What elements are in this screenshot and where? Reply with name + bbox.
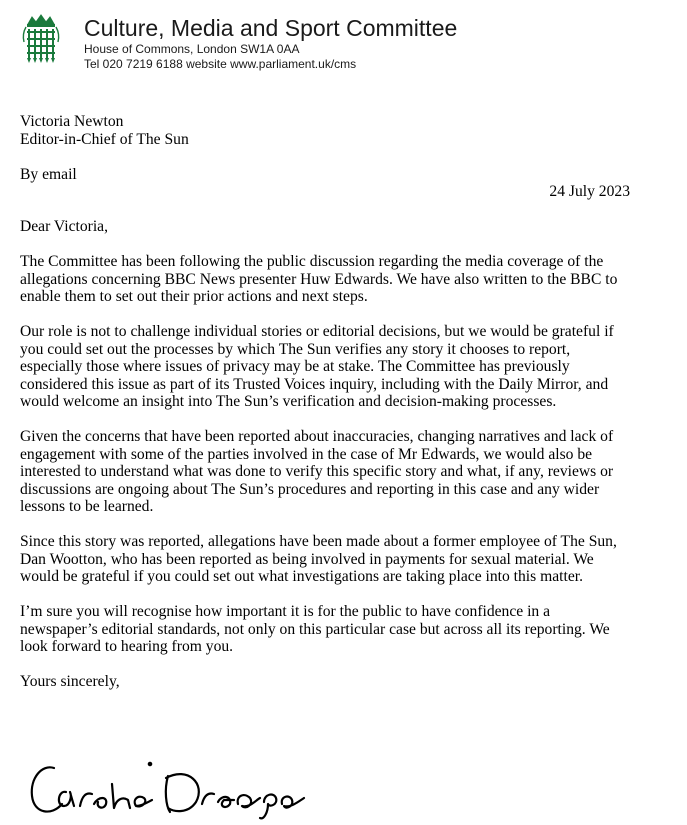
recipient-title: Editor-in-Chief of The Sun <box>20 130 189 148</box>
body-paragraph: Our role is not to challenge individual stories or editorial decisions, but we would be grateful if you could set out the processes by which The Sun verifies any story it chooses to report, especially those where issues of privacy may be at stake. The Committee has previously considered this issue as part of its Trusted Voices inquiry, including with the Daily Mirror, and would welcome an insight into The Sun’s verification and decision-making processes. <box>20 323 614 410</box>
committee-address: House of Commons, London SW1A 0AA <box>84 42 300 56</box>
letter-date: 24 July 2023 <box>549 183 630 200</box>
body-paragraph: Since this story was reported, allegations have been made about a former employee of The Sun, Dan Wootton, who has been reported as being involved in payments for sexual material. We would be grateful if you could set out what investigations are taking place into this matter. <box>20 533 617 585</box>
closing: Yours sincerely, <box>20 673 120 690</box>
recipient-name: Victoria Newton <box>20 113 124 130</box>
portcullis-logo-icon <box>20 14 62 64</box>
delivery-method: By email <box>20 165 77 183</box>
body-paragraph: Given the concerns that have been reported about inaccuracies, changing narratives and lack of engagement with some of the parties involved in the case of Mr Edwards, we would also be interested to understand what was done to verify this specific story and what, if any, reviews or discussions are ongoing about The Sun’s procedures and reporting in this case and any wider lessons to be learned. <box>20 428 614 515</box>
body-paragraph: I’m sure you will recognise how important it is for the public to have confidence in a newspaper’s editorial standards, not only on this particular case but across all its reporting. We look forward to hearing from you. <box>20 603 610 655</box>
body-paragraph: The Committee has been following the public discussion regarding the media coverage of the allegations concerning BBC News presenter Huw Edwards. We have also written to the BBC to enable them to set out their prior actions and next steps. <box>20 253 618 305</box>
committee-name: Culture, Media and Sport Committee <box>84 15 458 41</box>
letter-body <box>20 113 630 691</box>
committee-contact: Tel 020 7219 6188 website www.parliament.uk/cms <box>84 57 357 71</box>
committee-block <box>84 14 457 72</box>
salutation: Dear Victoria, <box>20 218 108 235</box>
handwritten-signature <box>28 756 338 822</box>
